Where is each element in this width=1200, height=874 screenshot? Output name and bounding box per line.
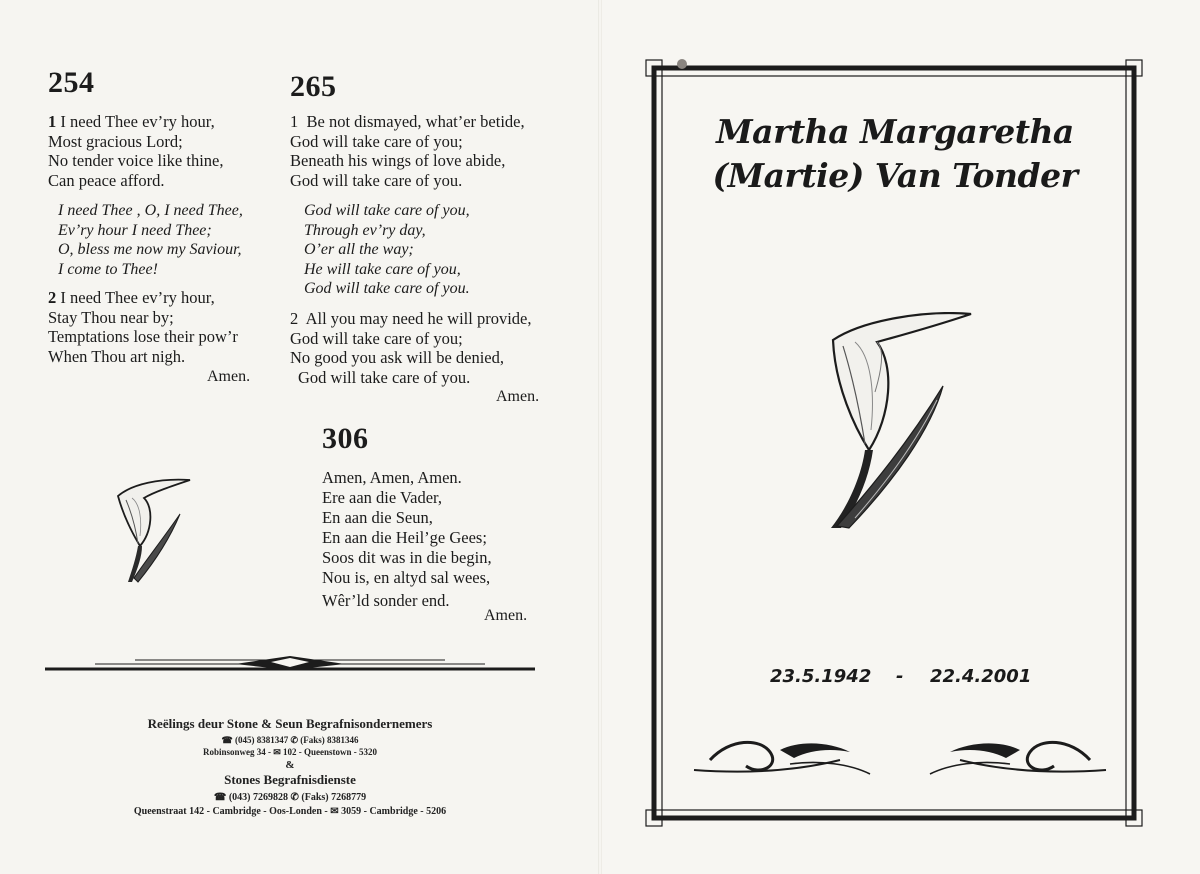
chorus-line: I come to Thee! [58,260,158,278]
verse-line: No tender voice like thine, [48,151,224,171]
verse-line: Temptations lose their pow’r [48,327,238,347]
ampersand: & [285,759,295,771]
verse-line: God will take care of you. [290,170,463,190]
ornamental-flourish [690,730,1110,790]
hymn-254-number: 254 [48,66,95,99]
verse-line: Soos dit was in die begin, [322,548,492,567]
chorus-line: I need Thee , O, I need Thee, [58,202,243,219]
chorus-line: He will take care of you, [304,260,461,278]
ornamental-divider [45,652,535,676]
verse-line: En aan die Heil’ge Gees; [322,528,487,547]
verse-line: Can peace afford. [48,170,165,190]
death-date: 22.4.2001 [930,666,1032,687]
deceased-name-line-2: (Martie) Van Tonder [712,156,1078,195]
hymn-265-amen: Amen. [496,388,540,405]
verse-line: I need Thee ev’ry hour, [60,112,215,131]
verse-line: Ere aan die Vader, [322,488,442,507]
deceased-name-line-1: Martha Margaretha [716,112,1074,151]
verse-line: God will take care of you; [290,328,463,348]
verse-line: God will take care of you. [298,367,471,387]
verse-number: 1 [290,112,299,131]
verse-line: Stay Thou near by; [48,307,174,327]
firm-1-contact: ☎ (045) 8381347 ✆ (Faks) 8381346 [221,735,359,745]
hymn-265-chorus [304,201,470,299]
verse-number: 2 [290,309,299,328]
hymn-265-verse-2 [290,309,532,387]
chorus-line: God will take care of you. [304,280,470,298]
chorus-line: God will take care of you, [304,202,470,219]
page-fold [598,0,602,874]
verse-line: Amen, Amen, Amen. [322,468,462,487]
firm-2-contact: ☎ (043) 7269828 ✆ (Faks) 7268779 [213,792,367,803]
verse-line: Nou is, en altyd sal wees, [322,568,491,587]
hymn-265-verse-1 [290,112,525,190]
hymn-306-amen: Amen. [484,607,528,624]
verse-line: When Thou art nigh. [48,346,186,366]
hymn-254-amen: Amen. [207,368,251,385]
firm-1-address: Robinsonweg 34 - ✉ 102 - Queenstown - 5320 [202,747,378,757]
verse-line: Most gracious Lord; [48,131,183,151]
verse-line: I need Thee ev’ry hour, [60,288,215,307]
verse-line: No good you ask will be denied, [290,348,505,368]
hymn-306-text [322,468,492,611]
hymn-306-number: 306 [322,422,369,455]
hymn-254-verse-1 [48,112,223,190]
verse-line: Be not dismayed, what’er betide, [306,112,525,131]
verse-line: God will take care of you; [290,131,463,151]
chorus-line: Through ev’ry day, [304,221,426,239]
chorus-line: O, bless me now my Saviour, [58,241,242,259]
verse-line: Wêr’ld sonder end. [322,591,450,610]
firm-1-name: Reëlings deur Stone & Seun Begrafnisondernemers [147,716,433,731]
calla-lily-icon [815,312,975,532]
verse-line: Beneath his wings of love abide, [290,151,506,171]
funeral-home-credits [60,716,520,817]
firm-2-name: Stones Begrafnisdienste [224,772,356,787]
hymn-254-chorus [58,201,243,279]
date-separator: - [896,666,904,687]
hymn-265-number: 265 [290,70,337,103]
verse-line: En aan die Seun, [322,508,433,527]
verse-line: All you may need he will provide, [305,309,532,328]
firm-2-address: Queenstraat 142 - Cambridge - Oos-Londen - ✉ 3059 - Cambridge - 5206 [133,806,447,817]
hymn-254-verse-2 [48,288,238,366]
chorus-line: O’er all the way; [304,241,414,259]
chorus-line: Ev’ry hour I need Thee; [58,221,212,239]
verse-number: 2 [48,288,57,307]
birth-date: 23.5.1942 [770,666,872,687]
verse-number: 1 [48,112,57,131]
calla-lily-icon [110,474,195,586]
